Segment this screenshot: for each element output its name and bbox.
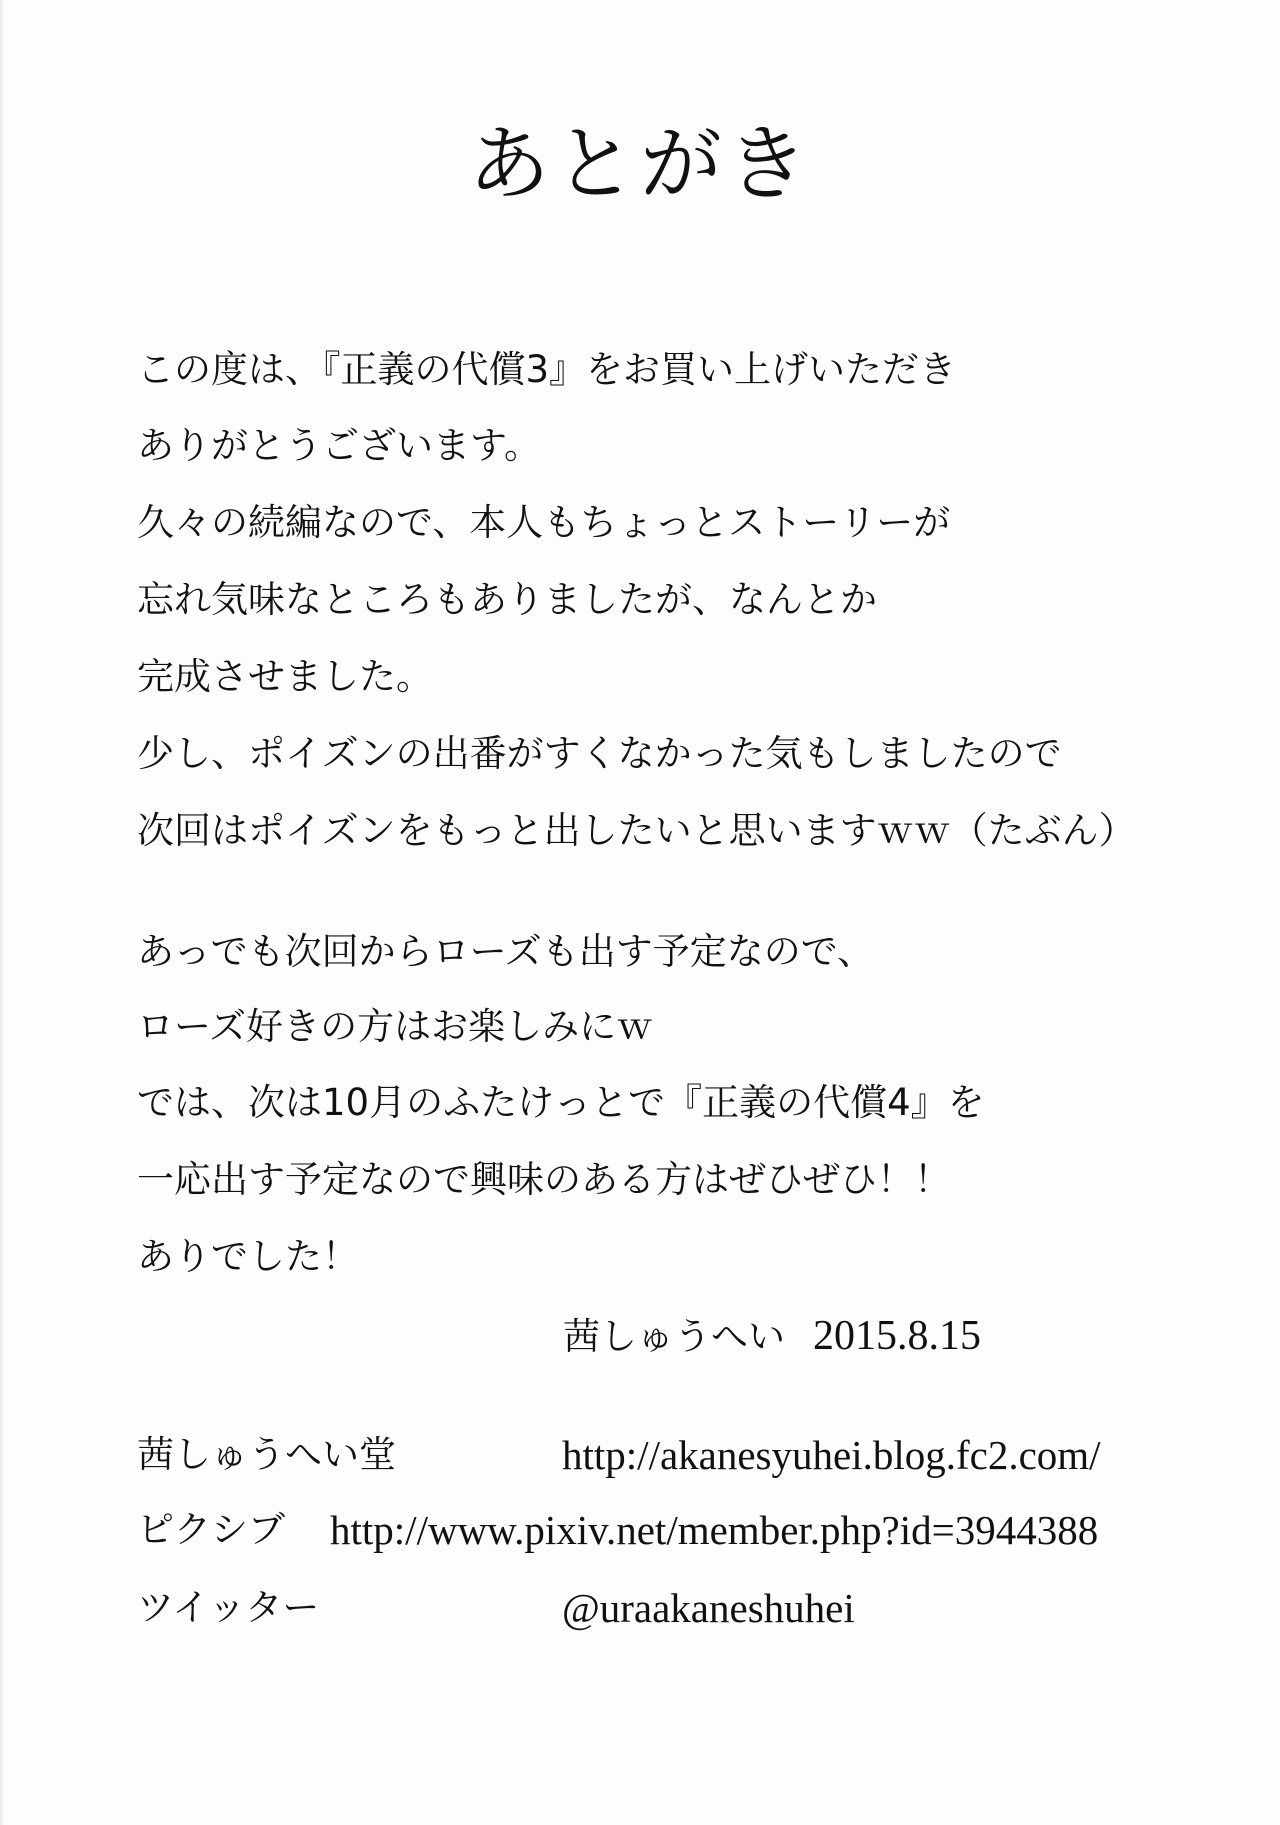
signature-author: 茜しゅうへい [563,1315,785,1358]
body-line-11: 一応出す予定なので興味のある方はぜひぜひ！！ [137,1158,951,1201]
page-title: あとがき [467,117,812,212]
signature [563,1313,981,1360]
body-line-5: 完成させました。 [137,655,433,698]
body-line-8: あっでも次回からローズも出す予定なので、 [137,930,875,973]
info-row-twitter [137,1583,1237,1633]
info-link-pixiv[interactable]: http://www.pixiv.net/member.php?id=3944388 [330,1507,1099,1553]
body-line-4: 忘れ気味なところもありましたが、なんとか [137,578,877,621]
info-link-blog[interactable]: http://akanesyuhei.blog.fc2.com/ [562,1432,1101,1478]
info-row-pixiv [137,1505,1237,1555]
body-line-2: ありがとうございます。 [137,424,542,467]
body-line-7: 次回はポイズンをもっと出したいと思いますｗｗ（たぶん） [137,809,1136,852]
info-link-twitter[interactable]: @uraakaneshuhei [562,1585,855,1631]
body-line-12: ありでした！ [137,1235,359,1278]
body-line-6: 少し、ポイズンの出番がすくなかった気もしましたので [137,732,1062,775]
page-edge-shadow [0,0,4,1825]
signature-date: 2015.8.15 [813,1313,981,1359]
body-line-1: この度は、『正義の代償3』をお買い上げいただき [137,348,957,391]
info-label-twitter: ツイッター [137,1586,320,1629]
info-label-pixiv: ピクシブ [137,1508,285,1551]
info-row-circle [137,1430,1237,1480]
body-line-9: ローズ好きの方はお楽しみにｗ [137,1005,654,1048]
body-line-3: 久々の続編なので、本人もちょっとストーリーが [137,501,951,544]
body-line-10: では、次は10月のふたけっとで『正義の代償4』を [137,1081,985,1124]
info-label-circle: 茜しゅうへい堂 [137,1433,396,1476]
